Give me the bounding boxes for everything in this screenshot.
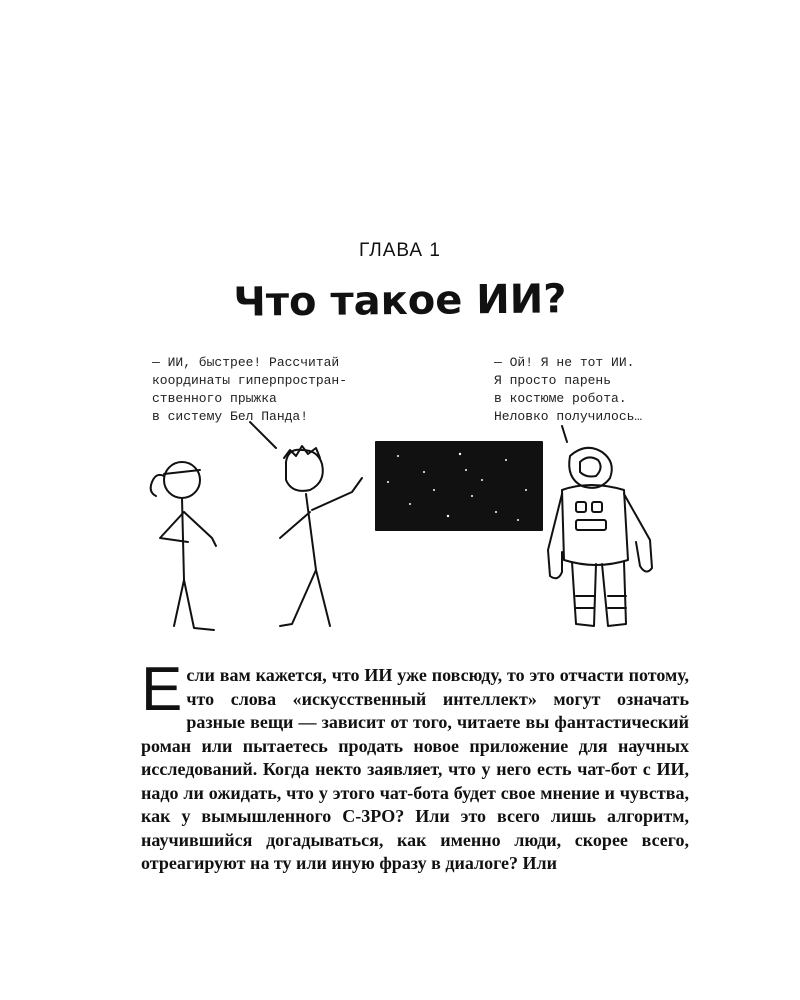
speech-tail-left xyxy=(250,422,276,448)
drop-cap: Е xyxy=(141,655,183,724)
chapter-label: ГЛАВА 1 xyxy=(359,240,441,261)
body-paragraph xyxy=(141,655,689,876)
space-screen xyxy=(376,442,542,530)
speech-tail-right xyxy=(562,426,567,442)
man-figure xyxy=(280,446,362,626)
robot-figure xyxy=(548,448,652,626)
speech-bubble-left: — ИИ, быстрее! Рассчитай координаты гиперпростран- ственного прыжка в систему Бел Панда! xyxy=(152,355,348,424)
speech-bubble-right: — Ой! Я не тот ИИ. Я просто парень в костюме робота. Неловко получилось… xyxy=(494,355,643,424)
body-paragraph-text: сли вам кажется, что ИИ уже повсюду, то это отчасти потому, что слова «искусственный интеллект» могут означать разные вещи — зависит от того, читаете вы фантастический роман или пытаетесь продать новое приложение для научных исследований. Когда некто заявляет, что у него есть чат-бот с ИИ, надо ли ожидать, что у этого чат-бота будет свое мнение и чувства, как у вымышленного С-3PO? Или это всего лишь алгоритм, научившийся догадываться, как именно люди, скорее всего, отреагируют на ту или иную фразу в диалоге? Или xyxy=(141,665,689,873)
comic-illustration xyxy=(130,420,670,640)
woman-figure xyxy=(151,462,216,630)
chapter-title: Что такое ИИ? xyxy=(233,276,567,326)
